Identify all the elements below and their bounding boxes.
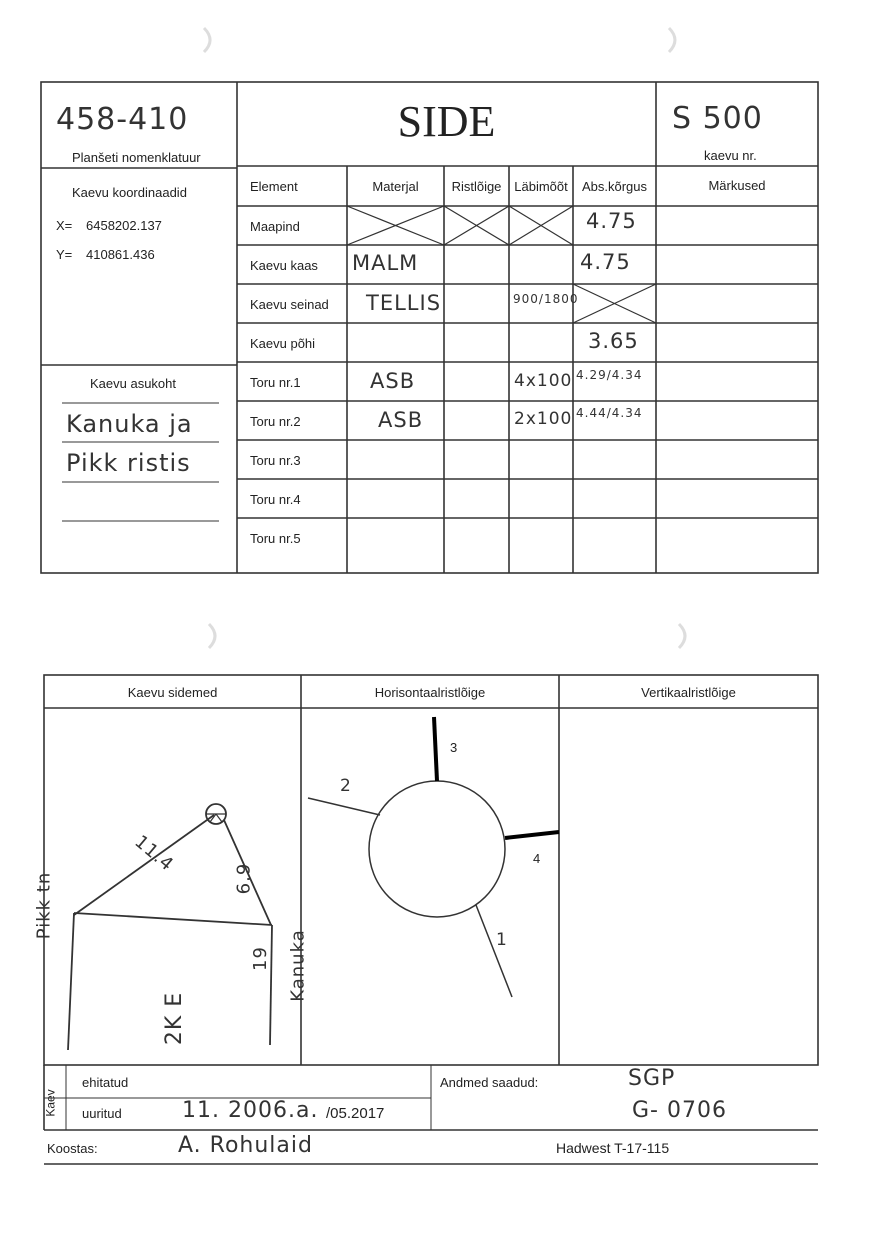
pipe-label-3: 3 — [450, 740, 458, 755]
x-value: 6458202.137 — [86, 218, 162, 233]
header-horisontaal: Horisontaalristlõige — [374, 685, 486, 700]
header-kaevu-sidemed: Kaevu sidemed — [127, 685, 218, 700]
koostas-value: A. Rohulaid — [178, 1133, 313, 1158]
cell-pohi-korgus: 3.65 — [588, 329, 639, 353]
kaev-label: Kaev — [43, 1089, 58, 1117]
pipe-3 — [434, 717, 437, 781]
cell-seinad-materjal: TELLIS — [366, 291, 442, 315]
ehitatud-label: ehitatud — [82, 1075, 129, 1090]
row-label-toru-2: Toru nr.2 — [250, 414, 301, 429]
row-label-kaevu-pohi: Kaevu põhi — [250, 336, 316, 351]
sketch-building: 2K E — [162, 991, 188, 1046]
y-value: 410861.436 — [86, 247, 155, 262]
well-number: S 500 — [672, 101, 763, 136]
cell-seinad-labimoot: 900/1800 — [513, 292, 579, 306]
header-element: Element — [250, 179, 298, 194]
location-label: Kaevu asukoht — [90, 376, 177, 391]
row-label-toru-5: Toru nr.5 — [250, 531, 301, 546]
header-ristloige: Ristlõige — [451, 179, 502, 194]
pipe-2 — [308, 798, 380, 815]
bottom-card-grid — [0, 660, 880, 1180]
header-abs-korgus: Abs.kõrgus — [581, 179, 648, 194]
cell-kaas-materjal: MALM — [352, 251, 419, 275]
row-label-toru-4: Toru nr.4 — [250, 492, 301, 507]
coordinates-label: Kaevu koordinaadid — [72, 185, 187, 200]
location-line-1: Kanuka ja — [66, 410, 193, 438]
cell-toru1-korgus: 4.29/4.34 — [576, 368, 643, 382]
pipe-label-1: 1 — [496, 930, 508, 950]
header-markused: Märkused — [708, 178, 766, 193]
pipe-label-2: 2 — [340, 776, 352, 796]
cell-toru2-materjal: ASB — [378, 408, 424, 432]
pipe-label-4: 4 — [533, 851, 541, 866]
cell-toru1-materjal: ASB — [370, 369, 416, 393]
cell-toru2-labimoot: 2x100 — [514, 409, 573, 429]
sketch-label-pikk: Pikk tn — [33, 871, 55, 940]
reference-number: Hadwest T-17-115 — [556, 1140, 670, 1156]
card-title: SIDE — [397, 97, 496, 146]
horizontal-section — [308, 717, 559, 997]
koostas-label: Koostas: — [47, 1141, 98, 1156]
well-number-label: kaevu nr. — [704, 148, 757, 163]
andmed-label: Andmed saadud: — [440, 1075, 539, 1090]
sketch-distance-2: 6.9 — [233, 862, 255, 895]
plansheet-number: 458-410 — [56, 102, 189, 137]
row-label-toru-3: Toru nr.3 — [250, 453, 301, 468]
cell-kaas-korgus: 4.75 — [580, 250, 631, 274]
sketch-distance-1: 11.4 — [130, 831, 178, 876]
sketch-distance-3: 19 — [249, 946, 271, 971]
andmed-value-1: SGP — [628, 1066, 676, 1091]
well-circle — [369, 781, 505, 917]
row-label-kaevu-seinad: Kaevu seinad — [250, 297, 329, 312]
pipe-1 — [476, 905, 512, 997]
row-label-toru-1: Toru nr.1 — [250, 375, 301, 390]
andmed-value-2: G- 0706 — [632, 1098, 727, 1123]
x-label: X= — [56, 218, 73, 233]
uuritud-value: 11. 2006.a. — [182, 1098, 319, 1123]
header-vertikaal: Vertikaalristlõige — [641, 685, 736, 700]
cell-toru2-korgus: 4.44/4.34 — [576, 406, 643, 420]
row-label-maapind: Maapind — [250, 219, 300, 234]
row-label-kaevu-kaas: Kaevu kaas — [250, 258, 318, 273]
location-line-2: Pikk ristis — [66, 449, 191, 477]
y-label: Y= — [56, 247, 73, 262]
header-materjal: Materjal — [372, 179, 419, 194]
sketch-label-kanuka: Kanuka — [287, 929, 309, 1002]
cell-toru1-labimoot: 4x100 — [514, 371, 573, 391]
header-labimoot: Läbimõõt — [514, 179, 568, 194]
plansheet-label: Planšeti nomenklatuur — [72, 150, 201, 165]
pipe-4 — [505, 832, 559, 838]
uuritud-label: uuritud — [82, 1106, 122, 1121]
uuritud-suffix: /05.2017 — [326, 1105, 385, 1122]
cell-maapind-korgus: 4.75 — [586, 209, 637, 233]
